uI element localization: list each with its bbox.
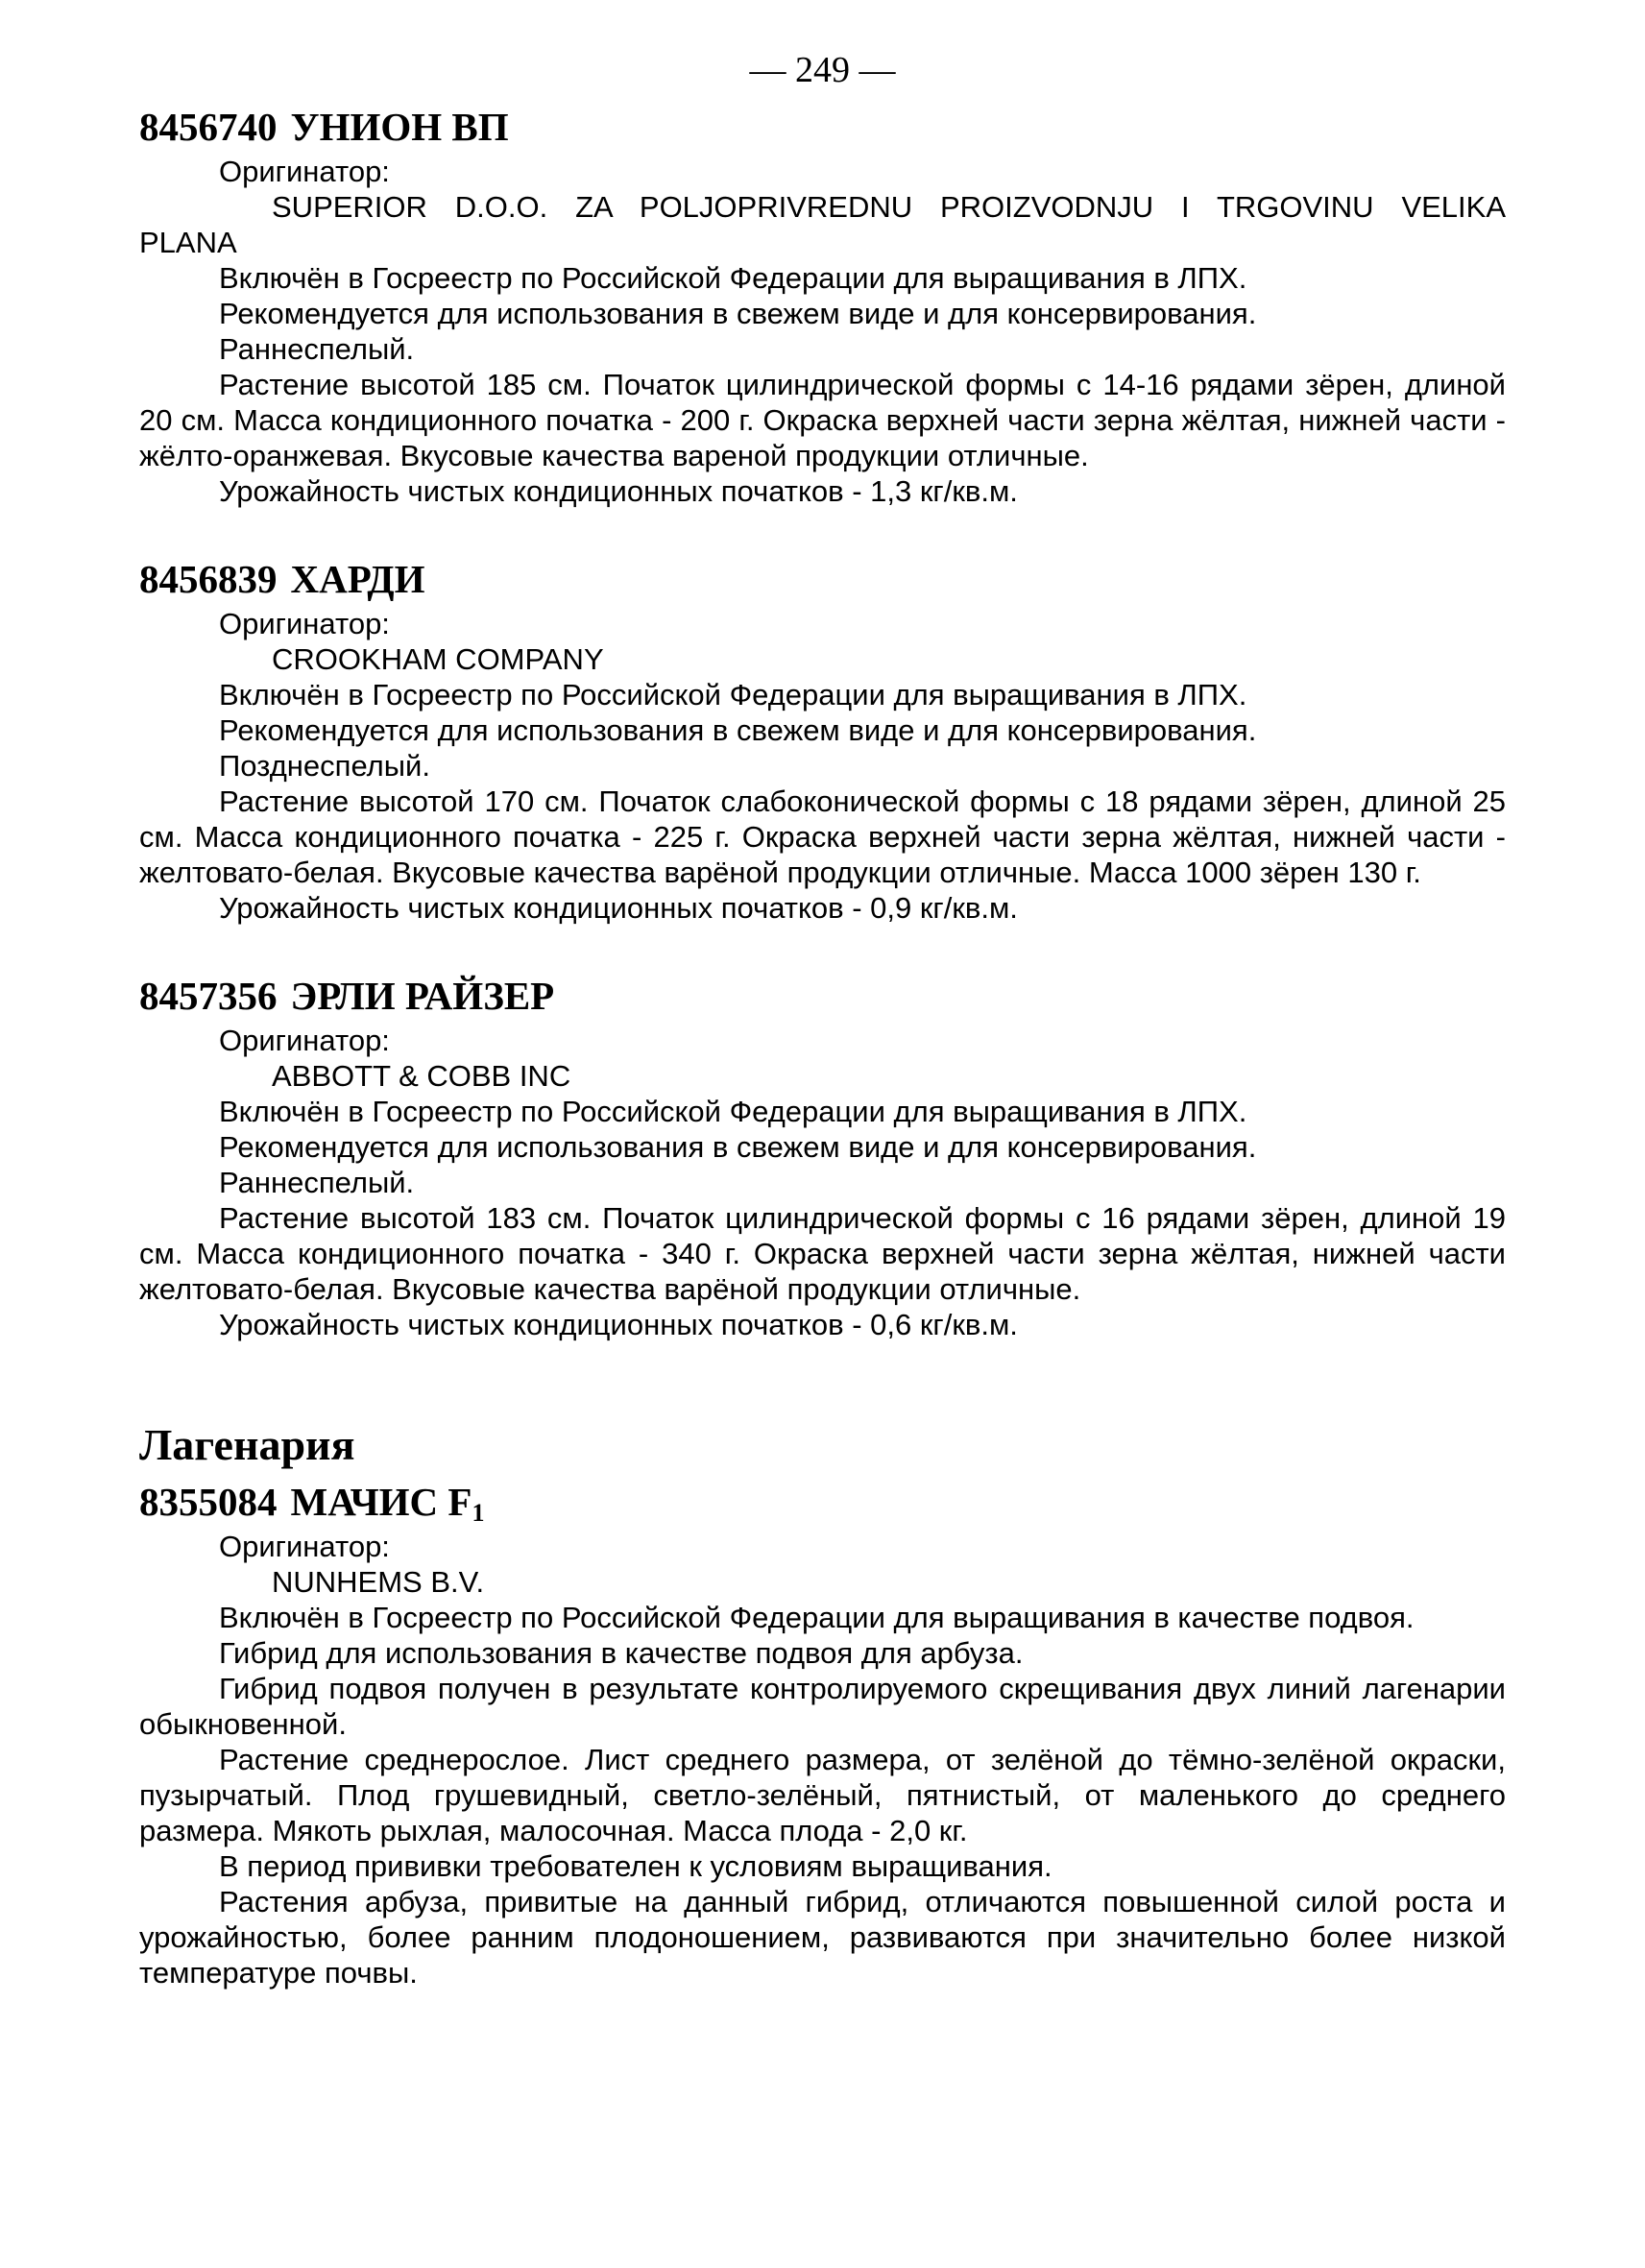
page-content — [139, 100, 1506, 1991]
registry-text: Включён в Госреестр по Российской Федерации для выращивания в ЛПХ. — [219, 261, 1247, 295]
originator-label: Оригинатор: — [219, 1024, 390, 1057]
variety-name: ЭРЛИ РАЙЗЕР — [290, 974, 555, 1018]
variety-name: МАЧИС F — [290, 1480, 472, 1524]
section-heading: Лагенария — [139, 1420, 355, 1469]
variety-entry — [139, 969, 1506, 1342]
spacer — [139, 509, 1506, 552]
spacer — [139, 1342, 1506, 1415]
grafting-text: В период прививки требователен к условиям выращивания. — [219, 1849, 1052, 1883]
usage-text: Рекомендуется для использования в свежем виде и для консервирования. — [219, 713, 1257, 747]
variety-code: 8456740 — [139, 105, 278, 149]
originator-name: SUPERIOR D.O.O. ZA POLJOPRIVREDNU PROIZVODNJU I TRGOVINU VELIKA — [272, 190, 1506, 224]
description-text: Растение среднерослое. Лист среднего размера, от зелёной до тёмно-зелёной окраски, пузырчатый. Плод грушевидный, светло-зелёный, пятнистый, от маленького до среднего размера. Мякоть рыхлая, малосочная. Масса плода - 2,0 кг. — [139, 1743, 1506, 1847]
maturity-text: Позднеспелый. — [219, 749, 430, 783]
description-text: Растение высотой 170 см. Початок слабоконической формы с 18 рядами зёрен, длиной 25 см. Масса кондиционного початка - 225 г. Окраска верхней части зерна жёлтая, нижней части - желтовато-белая. Вкусовые качества варёной продукции отличные. Масса 1000 зёрен 130 г. — [139, 784, 1506, 889]
description-text: Растение высотой 185 см. Початок цилиндрической формы с 14-16 рядами зёрен, длиной 20 см. Масса кондиционного початка - 200 г. Окраска верхней части зерна жёлтая, нижней части - жёлто-оранжевая. Вкусовые качества вареной продукции отличные. — [139, 368, 1506, 472]
description-text: Растение высотой 183 см. Початок цилиндрической формы с 16 рядами зёрен, длиной 19 см. Масса кондиционного початка - 340 г. Окраска верхней части зерна жёлтая, нижней части желтовато-белая. Вкусовые качества варёной продукции отличные. — [139, 1201, 1506, 1306]
registry-text: Включён в Госреестр по Российской Федерации для выращивания в ЛПХ. — [219, 678, 1247, 712]
usage-text: Рекомендуется для использования в свежем виде и для консервирования. — [219, 297, 1257, 330]
originator-name-continued: PLANA — [139, 226, 237, 259]
origin-text: Гибрид подвоя получен в результате контролируемого скрещивания двух линий лагенарии обыкновенной. — [139, 1672, 1506, 1741]
registry-text: Включён в Госреестр по Российской Федерации для выращивания в ЛПХ. — [219, 1095, 1247, 1128]
variety-code: 8355084 — [139, 1480, 278, 1524]
yield-text: Урожайность чистых кондиционных початков - 0,9 кг/кв.м. — [219, 891, 1018, 925]
variety-entry — [139, 100, 1506, 509]
yield-text: Урожайность чистых кондиционных початков - 1,3 кг/кв.м. — [219, 474, 1018, 508]
spacer — [139, 926, 1506, 969]
originator-label: Оригинатор: — [219, 155, 390, 188]
variety-heading — [139, 1475, 1506, 1529]
yield-text: Урожайность чистых кондиционных початков - 0,6 кг/кв.м. — [219, 1308, 1018, 1341]
originator-label: Оригинатор: — [219, 1530, 390, 1563]
benefits-text: Растения арбуза, привитые на данный гибрид, отличаются повышенной силой роста и урожайностью, более ранним плодоношением, развиваются при значительно более низкой температуре почвы. — [139, 1885, 1506, 1990]
maturity-text: Раннеспелый. — [219, 1166, 415, 1199]
originator-name: NUNHEMS B.V. — [272, 1565, 485, 1599]
variety-heading — [139, 969, 1506, 1023]
originator-label: Оригинатор: — [219, 607, 390, 640]
variety-name: УНИОН ВП — [290, 105, 509, 149]
maturity-text: Раннеспелый. — [219, 332, 415, 366]
usage-text: Рекомендуется для использования в свежем виде и для консервирования. — [219, 1130, 1257, 1164]
variety-name-subscript: 1 — [472, 1499, 485, 1527]
variety-code: 8457356 — [139, 974, 278, 1018]
variety-heading — [139, 100, 1506, 154]
registry-text: Включён в Госреестр по Российской Федерации для выращивания в качестве подвоя. — [219, 1601, 1415, 1634]
variety-entry — [139, 1475, 1506, 1991]
page-number: — 249 — — [749, 50, 896, 90]
usage-text: Гибрид для использования в качестве подвоя для арбуза. — [219, 1636, 1024, 1670]
variety-entry — [139, 552, 1506, 926]
variety-name: ХАРДИ — [290, 557, 425, 601]
originator-name: CROOKHAM COMPANY — [272, 642, 604, 676]
originator-name: ABBOTT & COBB INC — [272, 1059, 571, 1093]
variety-code: 8456839 — [139, 557, 278, 601]
variety-heading — [139, 552, 1506, 606]
